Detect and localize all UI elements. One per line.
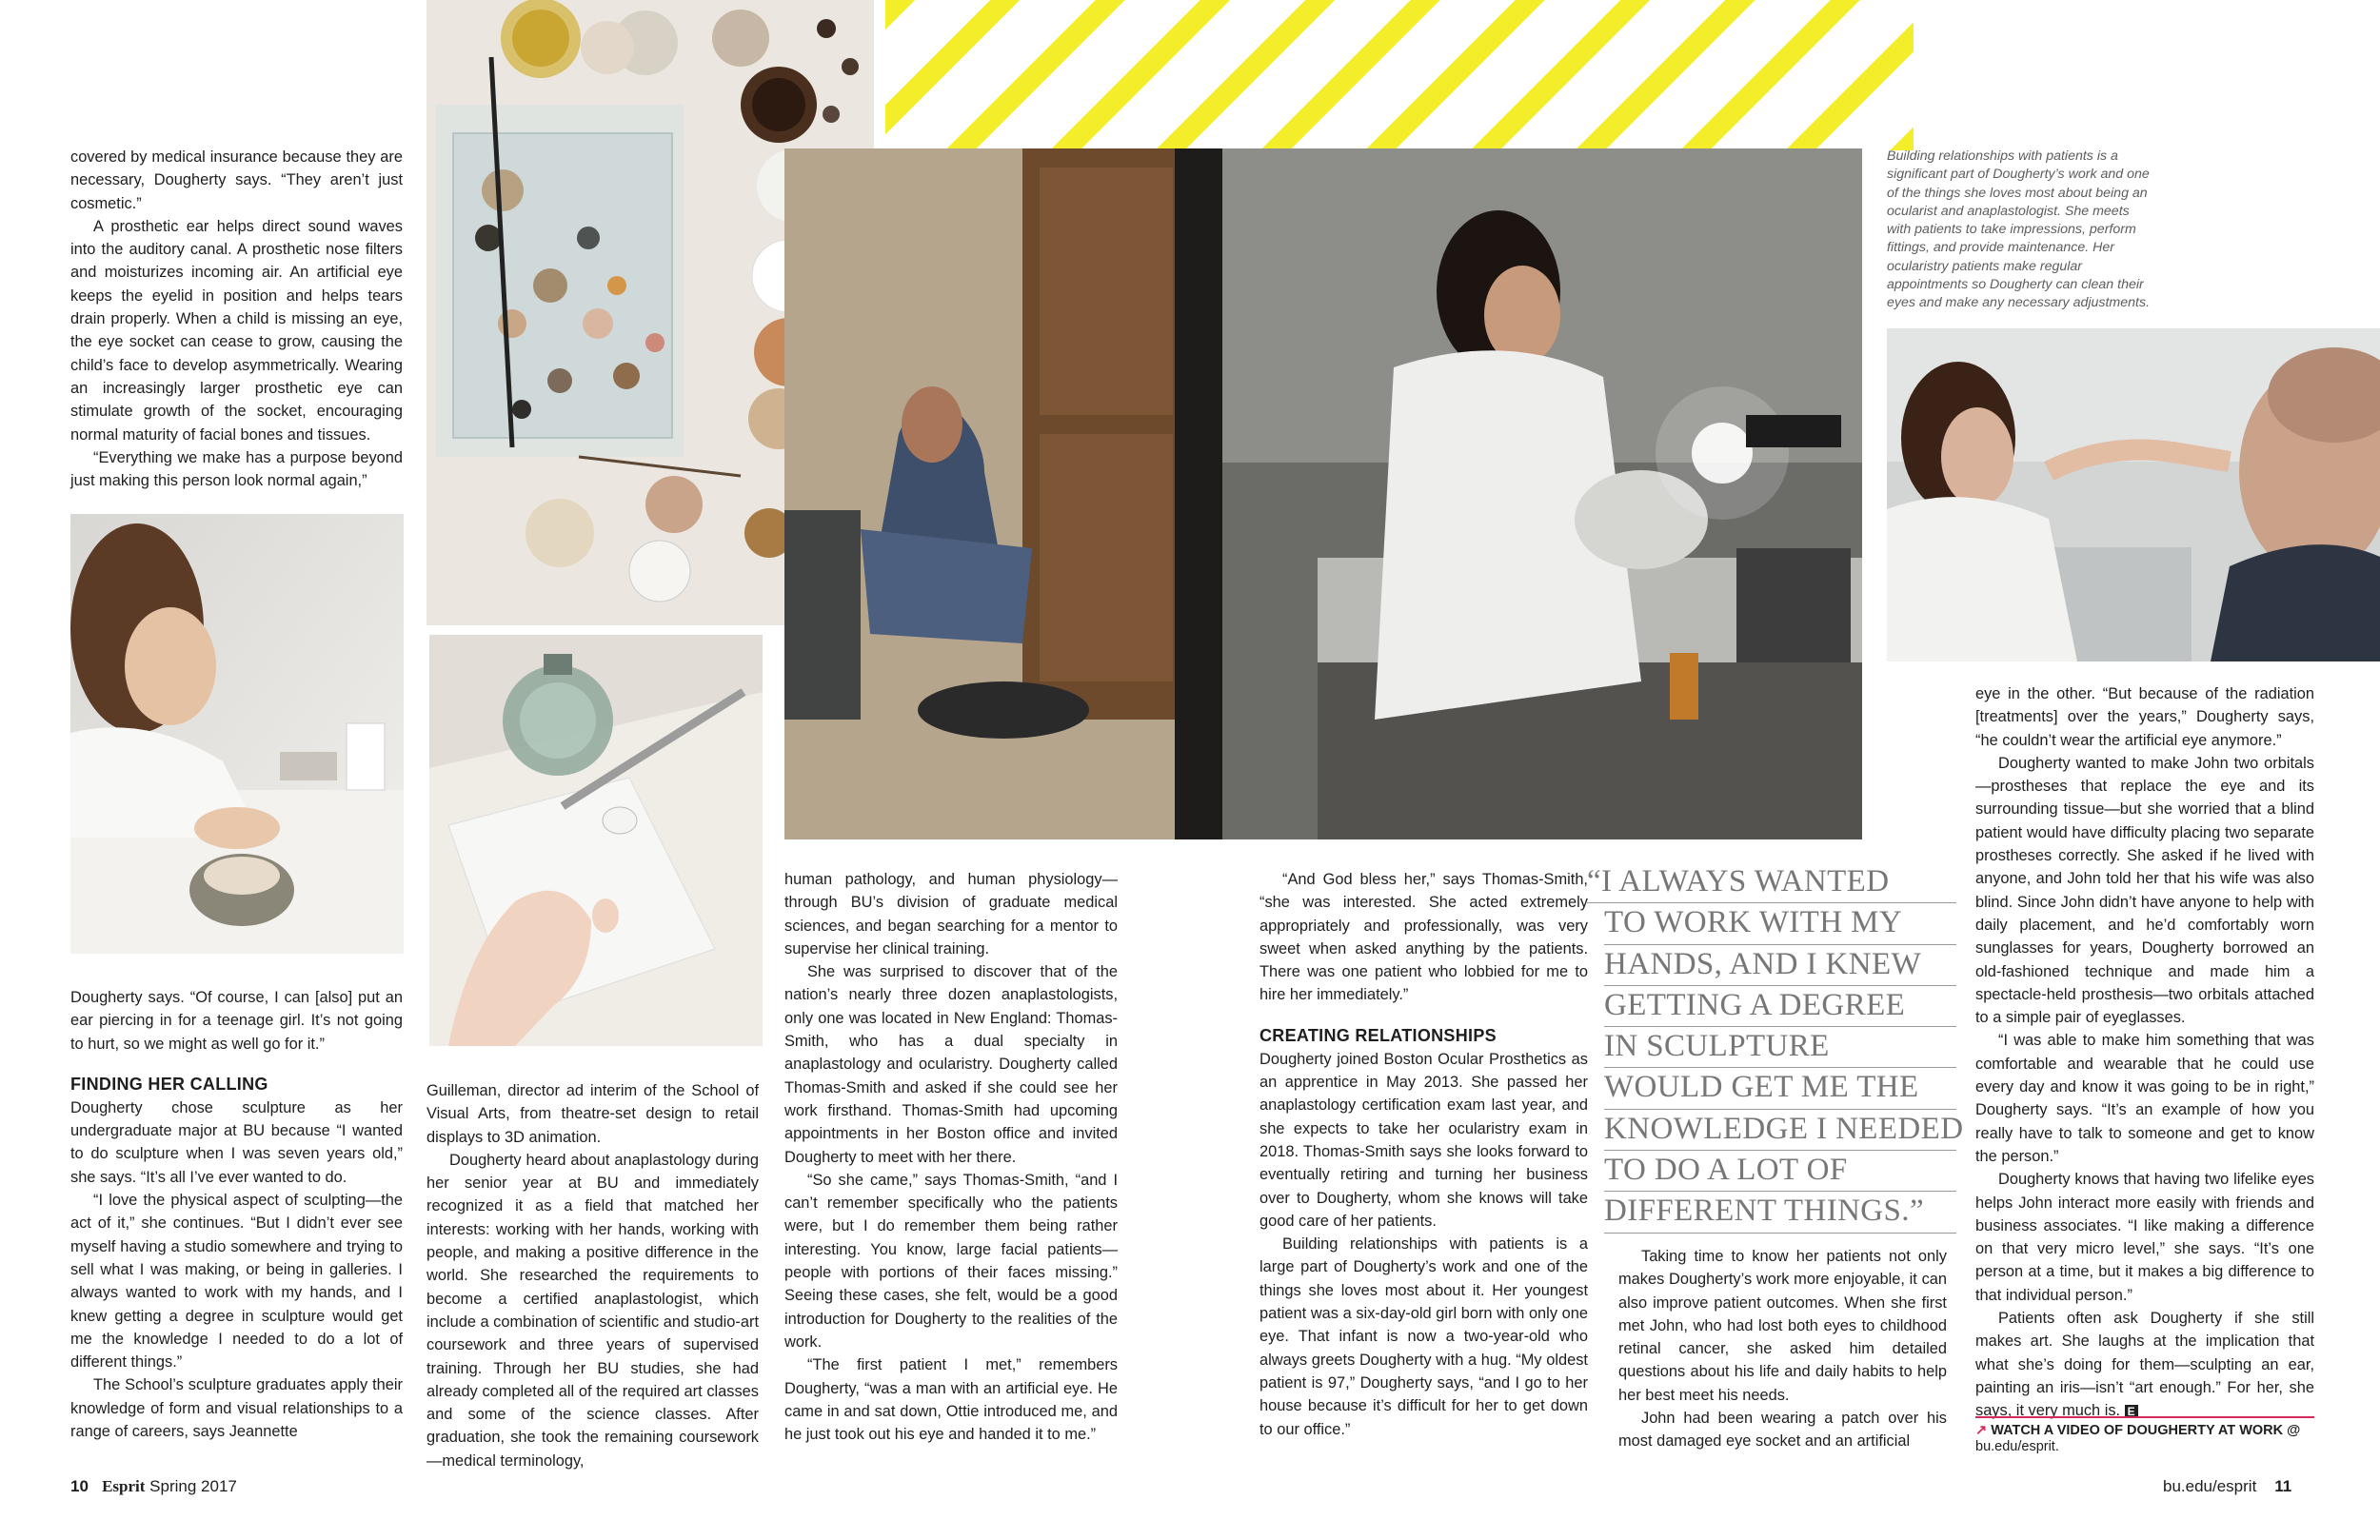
paragraph: “Everything we make has a purpose beyond just making this person look normal again,”: [70, 448, 403, 490]
column-3: [784, 868, 1118, 1446]
paragraph: [1975, 1307, 2314, 1422]
pull-quote-line: TO WORK WITH MY: [1604, 902, 1956, 944]
workshop-doctor-patient-photo: [784, 148, 1862, 839]
pull-quote-line: DIFFERENT THINGS.”: [1604, 1191, 1956, 1233]
paragraph: human pathology, and human physiology—through BU’s division of graduate medical sciences, and began searching for a mentor to supervise her clinical training.: [784, 871, 1118, 958]
paragraph: covered by medical insurance because they are necessary, Dougherty says. “They aren’t just cosmetic.”: [70, 148, 403, 212]
paragraph: Dougherty joined Boston Ocular Prosthetics as an apprentice in May 2013. She passed her anaplastology certification exam last year, and she expects to take her ocularistry exam in 2018. Thomas-Smith says she looks forward to eventually retiring and turning her business over to Dougherty, whom she knows will take good care of her patients.: [1259, 1050, 1588, 1230]
paragraph: Guilleman, director ad interim of the School of Visual Arts, from theatre-set design to retail displays to 3D animation.: [426, 1082, 759, 1146]
paragraph: Dougherty wanted to make John two orbitals—prostheses that replace the eye and its surrounding tissue—but she worried that a blind patient would have difficulty placing two separate prostheses correctly. She asked if he lived with anyone, and John told her that his wife was also blind. Since John didn’t have anyone to help with daily placement, and he’d comfortably worn sunglasses for years, Dougherty borrowed an old-fashioned technique and made him a spectacle-held prosthesis—two orbitals attached to a simple pair of eyeglasses.: [1975, 754, 2314, 1027]
magazine-name: Esprit: [102, 1477, 146, 1495]
section-heading-creating-relationships: CREATING RELATIONSHIPS: [1259, 1025, 1497, 1045]
pull-quote-line: WOULD GET ME THE: [1604, 1067, 1956, 1109]
column-5: [1618, 1245, 1947, 1453]
pull-quote-line: IN SCULPTURE: [1604, 1026, 1956, 1068]
pull-quote-line: HANDS, AND I KNEW: [1604, 944, 1956, 986]
eye-fitting-photo: [1887, 328, 2380, 661]
video-link-label: WATCH A VIDEO OF DOUGHERTY AT WORK @: [1991, 1423, 2301, 1438]
paragraph: “So she came,” says Thomas-Smith, “and I can’t remember specifically who the patients were, but I do remember them being rather interesting. You know, large facial patients—people with portions of their faces missing.” Seeing these cases, she felt, would be a good introduction for Dougherty to the realities of the work.: [784, 1171, 1118, 1351]
paragraph: “And God bless her,” says Thomas-Smith, “she was interested. She acted extremely appropriately and professionally, was very sweet when asked anything by the patients. There was one patient who lobbied for me to hire her immediately.”: [1259, 871, 1588, 1004]
paragraph: Dougherty knows that having two lifelike eyes helps John interact more easily with friends and business associates. “I like making a difference on that very micro level,” she says. “It’s one person at a time, but it makes a big difference to that individual person.”: [1975, 1171, 2314, 1304]
paragraph: John had been wearing a patch over his most damaged eye socket and an artificial: [1618, 1410, 1947, 1451]
photo-caption: Building relationships with patients is a significant part of Dougherty’s work and one of the things she loves most about being an ocularist and anaplastologist. She meets with patients to take impressions, perform fittings, and provide maintenance. Her ocularistry patients make regular appointments so Dougherty can clean their eyes and make any necessary adjustments.: [1887, 148, 2151, 311]
pull-quote-line: “I ALWAYS WANTED: [1587, 861, 1956, 903]
paragraph: The School’s sculpture graduates apply their knowledge of form and visual relationships to a range of careers, says Jeannette: [70, 1376, 403, 1441]
pull-quote-line: TO DO A LOT OF: [1604, 1150, 1956, 1192]
paragraph: “I was able to make him something that was comfortable and wearable that he could use every day and know it was going to be in right,” Dougherty says. “It’s an example of how you really have to talk to someone and get to know the person.”: [1975, 1032, 2314, 1165]
paragraph: Dougherty chose sculpture as her undergraduate major at BU because “I wanted to do sculpture when I was seven years old,” she says. “It’s all I’ve ever wanted to do.: [70, 1098, 403, 1186]
paragraph: “I love the physical aspect of sculpting—the act of it,” she continues. “But I didn’t ever see myself having a studio somewhere and trying to sell what I was making, or being in galleries. I always wanted to work with my hands, and I knew getting a degree in sculpture would get me the knowledge I needed to do a lot of different things.”: [70, 1192, 403, 1372]
paragraph: “The first patient I met,” remembers Dougherty, “was a man with an artificial eye. He came in and sat down, Ottie introduced me, and he just took out his eye and handed it to me.”: [784, 1356, 1118, 1444]
video-link-url[interactable]: bu.edu/esprit.: [1975, 1439, 2059, 1454]
pull-quote-line: GETTING A DEGREE: [1604, 985, 1956, 1027]
paragraph: A prosthetic ear helps direct sound waves into the auditory canal. A prosthetic nose filters and moisturizes incoming air. An artificial eye keeps the eyelid in position and helps tears drain properly. When a child is missing an eye, the eye socket can cease to grow, causing the child’s face to develop asymmetrically. Wearing an increasingly larger prosthetic eye can stimulate growth of the socket, encouraging normal maturity of facial bones and tissues.: [70, 217, 403, 444]
end-mark-icon: E: [2125, 1405, 2138, 1418]
column-4: [1259, 868, 1588, 1441]
paragraph: Dougherty heard about anaplastology during her senior year at BU and immediately recognized it as a field that matched her interests: working with her hands, working with people, and making a positive difference in the world. She researched the requirements to become a certified anaplastologist, which include a combination of scientific and studio-art coursework and three years of supervised training. Through her BU studies, she had already completed all of the required art classes and some of the science classes. After graduation, she took the remaining coursework—medical terminology,: [426, 1151, 759, 1470]
footer-url: bu.edu/esprit: [2163, 1477, 2257, 1495]
paragraph: Taking time to know her patients not only makes Dougherty’s work more enjoyable, it can also improve patient outcomes. When she first met John, who had lost both eyes to childhood retinal cancer, she asked him detailed questions about his life and daily habits to help her best meet his needs.: [1618, 1248, 1947, 1404]
page-number-right: 11: [2274, 1477, 2292, 1495]
alcohol-lamp-tool-photo: [429, 635, 763, 1046]
left-folio: [70, 1477, 237, 1496]
paragraph: Building relationships with patients is a large part of Dougherty’s work and one of the things she loves most about it. Her youngest patient was a six-day-old girl born with only one eye. That infant is now a two-year-old who always greets Dougherty with a hug. “My oldest patient is 97,” Dougherty says, “and I go to her house because it’s difficult for her to get down to our office.”: [1259, 1235, 1588, 1438]
page-number-left: 10: [70, 1477, 89, 1495]
woman-sculpting-photo: [70, 514, 404, 954]
section-heading-finding-her-calling: FINDING HER CALLING: [70, 1074, 268, 1094]
column-2: [426, 1079, 759, 1472]
paragraph: Dougherty says. “Of course, I can [also] put an ear piercing in for a teenage girl. It’s not going to hurt, so we might as well go for it.”: [70, 989, 403, 1053]
paragraph: eye in the other. “But because of the radiation [treatments] over the years,” Dougherty says, “he couldn’t wear the artificial eye anymore.”: [1975, 685, 2314, 749]
column-1-top: [70, 146, 403, 492]
yellow-stripes: [885, 0, 1914, 150]
video-link[interactable]: [1975, 1416, 2314, 1455]
column-6: [1975, 682, 2314, 1423]
pull-quote: [1587, 861, 1964, 1233]
pull-quote-line: KNOWLEDGE I NEEDED: [1604, 1109, 1956, 1151]
column-1-bottom: [70, 986, 403, 1443]
right-folio: [2163, 1477, 2291, 1496]
paragraph-text: Patients often ask Dougherty if she still makes art. She laughs at the implication that what she’s doing for them—sculpting an ear, painting an iris—isn’t “art enough.” For her, she says, it very much is.: [1975, 1310, 2314, 1420]
issue-label: Spring 2017: [149, 1477, 237, 1495]
arrow-icon: ↗: [1975, 1423, 1988, 1438]
paragraph: She was surprised to discover that of the nation’s nearly three dozen anaplastologists, only one was located in New England: Thomas-Smith, who has a dual specialty in anaplastology and ocularistry. Dougherty called Thomas-Smith and asked if she could see her work firsthand. Thomas-Smith had upcoming appointments in her Boston office and invited Dougherty to meet with her there.: [784, 963, 1118, 1166]
